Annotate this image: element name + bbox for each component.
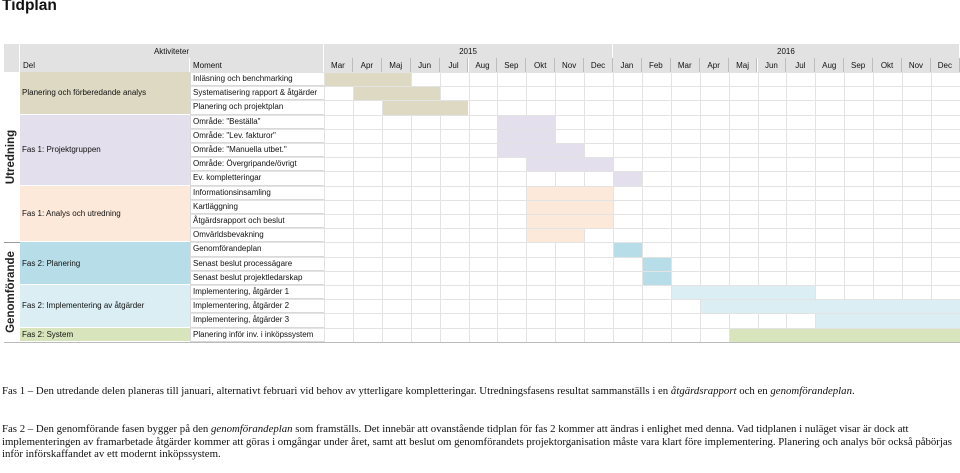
grid-vline bbox=[613, 72, 614, 342]
fas2-text-b: som framställs. Det innebär att ovanstående tidplan för fas 2 kommer att ändras i enlighet med denna. Vad tidplanen i nuläget visar är dock att implementeringen av framarbetade åtgärder kommer att göras i omgångar under året, samt att beslut om genomförandets projektorganisation måste vara klart före implementering. Planering och analys bör också påbörjas inför införskaffandet av ett modernt inköpssystem. bbox=[2, 423, 952, 460]
gantt-bar bbox=[527, 158, 613, 171]
gantt-bar bbox=[527, 187, 613, 200]
year-2015: 2015 bbox=[324, 44, 613, 58]
month-sep-6: Sep bbox=[497, 58, 526, 72]
gantt-bar bbox=[730, 329, 960, 342]
grid-hline bbox=[190, 171, 960, 172]
moment-row: Åtgärdsrapport och beslut bbox=[190, 214, 324, 228]
moment-row: Ev. kompletteringar bbox=[190, 171, 324, 185]
page-title: Tidplan bbox=[2, 0, 57, 14]
grid-hline bbox=[190, 271, 960, 272]
month-mar-0: Mar bbox=[324, 58, 353, 72]
grid-hline bbox=[190, 257, 960, 258]
grid-hline bbox=[190, 86, 960, 87]
gantt-bar bbox=[383, 101, 469, 114]
fas1-text-a: – Den utredande delen planeras till januari, alternativt februari vid behov av ytterligare kompletteringar. Utredningsfasens resultat sammanställs i en bbox=[25, 385, 671, 397]
moment-row: Implementering, åtgärder 2 bbox=[190, 299, 324, 313]
fas1-em-genomforandeplan: genomförandeplan bbox=[770, 385, 852, 397]
header-moment: Moment bbox=[190, 58, 324, 72]
fas2-text-a: – Den genomförande fasen bygger på den bbox=[25, 423, 211, 435]
month-apr-1: Apr bbox=[353, 58, 382, 72]
fas2-paragraph bbox=[2, 423, 954, 461]
fas1-paragraph bbox=[2, 385, 954, 398]
moment-row: Implementering, åtgärder 3 bbox=[190, 313, 324, 327]
month-apr-13: Apr bbox=[700, 58, 729, 72]
month-feb-11: Feb bbox=[642, 58, 671, 72]
grid-vline bbox=[497, 72, 498, 342]
gantt-bar bbox=[816, 314, 960, 327]
month-okt-19: Okt bbox=[873, 58, 902, 72]
fas1-label: Fas 1 bbox=[2, 385, 26, 397]
gantt-bar bbox=[614, 172, 642, 185]
month-aug-17: Aug bbox=[815, 58, 844, 72]
fas2-label: Fas 2 bbox=[2, 423, 26, 435]
month-maj-14: Maj bbox=[729, 58, 758, 72]
group-5: Fas 2: System bbox=[20, 328, 190, 342]
gantt-bar bbox=[614, 243, 642, 256]
moment-row: Område: "Beställa" bbox=[190, 115, 324, 129]
gantt-bar bbox=[498, 144, 584, 157]
month-aug-5: Aug bbox=[469, 58, 498, 72]
grid-hline bbox=[190, 242, 960, 243]
moment-row: Område: "Lev. fakturor" bbox=[190, 129, 324, 143]
header-activities: Aktiviteter bbox=[20, 44, 324, 58]
month-maj-2: Maj bbox=[382, 58, 411, 72]
moment-row: Planering och projektplan bbox=[190, 100, 324, 114]
month-nov-20: Nov bbox=[902, 58, 931, 72]
gantt-bar bbox=[643, 272, 671, 285]
moment-row: Omvärldsbevakning bbox=[190, 228, 324, 242]
moment-row: Implementering, åtgärder 1 bbox=[190, 285, 324, 299]
gantt-bar bbox=[498, 130, 555, 143]
section-utredning-label: Utredning bbox=[5, 130, 17, 185]
section-utredning bbox=[4, 72, 18, 242]
moment-row: Systematisering rapport & åtgärder bbox=[190, 86, 324, 100]
group-1: Fas 1: Projektgruppen bbox=[20, 115, 190, 186]
header-blank-2 bbox=[4, 58, 20, 72]
moment-row: Område: Övergripande/övrigt bbox=[190, 157, 324, 171]
month-dec-9: Dec bbox=[584, 58, 613, 72]
moment-row: Kartläggning bbox=[190, 200, 324, 214]
header-blank bbox=[4, 44, 20, 58]
gantt-bar bbox=[672, 286, 816, 299]
fas1-text-b: och en bbox=[736, 385, 771, 397]
month-jun-3: Jun bbox=[411, 58, 440, 72]
header-del: Del bbox=[20, 58, 190, 72]
gantt-bar bbox=[527, 229, 584, 242]
section-genomforande-label: Genomförande bbox=[5, 251, 18, 333]
gantt-border-bottom bbox=[4, 342, 960, 343]
moment-row: Senast beslut projektledarskap bbox=[190, 271, 324, 285]
gantt-bar bbox=[701, 300, 960, 313]
gantt-bar bbox=[643, 258, 671, 271]
month-mar-12: Mar bbox=[671, 58, 700, 72]
month-okt-7: Okt bbox=[526, 58, 555, 72]
grid-hline bbox=[190, 72, 960, 73]
moment-row: Informationsinsamling bbox=[190, 186, 324, 200]
moment-row: Inläsning och benchmarking bbox=[190, 72, 324, 86]
month-nov-8: Nov bbox=[555, 58, 584, 72]
grid-vline bbox=[642, 72, 643, 342]
grid-vline bbox=[469, 72, 470, 342]
section-divider bbox=[4, 242, 20, 243]
group-0: Planering och förberedande analys bbox=[20, 72, 190, 115]
fas2-em-genomforandeplan: genomförandeplan bbox=[211, 423, 293, 435]
grid-hline bbox=[190, 115, 960, 116]
gantt-chart bbox=[4, 44, 958, 352]
year-2016: 2016 bbox=[613, 44, 960, 58]
moment-row: Område: "Manuella utbet." bbox=[190, 143, 324, 157]
month-jun-15: Jun bbox=[758, 58, 787, 72]
gantt-bar bbox=[325, 73, 411, 86]
group-3: Fas 2: Planering bbox=[20, 242, 190, 285]
gantt-bar bbox=[527, 215, 613, 228]
gantt-bar bbox=[498, 116, 555, 129]
grid-hline bbox=[190, 100, 960, 101]
section-genomforande bbox=[4, 242, 18, 341]
grid-vline bbox=[353, 72, 354, 342]
month-dec-21: Dec bbox=[931, 58, 960, 72]
group-2: Fas 1: Analys och utredning bbox=[20, 186, 190, 243]
fas1-em-atgardsrapport: åtgärdsrapport bbox=[670, 385, 737, 397]
grid-vline bbox=[671, 72, 672, 342]
grid-hline bbox=[190, 129, 960, 130]
group-4: Fas 2: Implementering av åtgärder bbox=[20, 285, 190, 328]
grid-vline bbox=[324, 72, 325, 342]
grid-hline bbox=[190, 285, 960, 286]
moment-row: Planering inför inv. i inköpssystem bbox=[190, 328, 324, 342]
moment-row: Senast beslut processägare bbox=[190, 257, 324, 271]
month-jan-10: Jan bbox=[613, 58, 642, 72]
gantt-bar bbox=[354, 87, 440, 100]
month-sep-18: Sep bbox=[844, 58, 873, 72]
fas1-text-c: . bbox=[851, 385, 855, 397]
gantt-bar bbox=[527, 201, 613, 214]
month-jul-16: Jul bbox=[786, 58, 815, 72]
moment-row: Genomförandeplan bbox=[190, 242, 324, 256]
month-jul-4: Jul bbox=[440, 58, 469, 72]
